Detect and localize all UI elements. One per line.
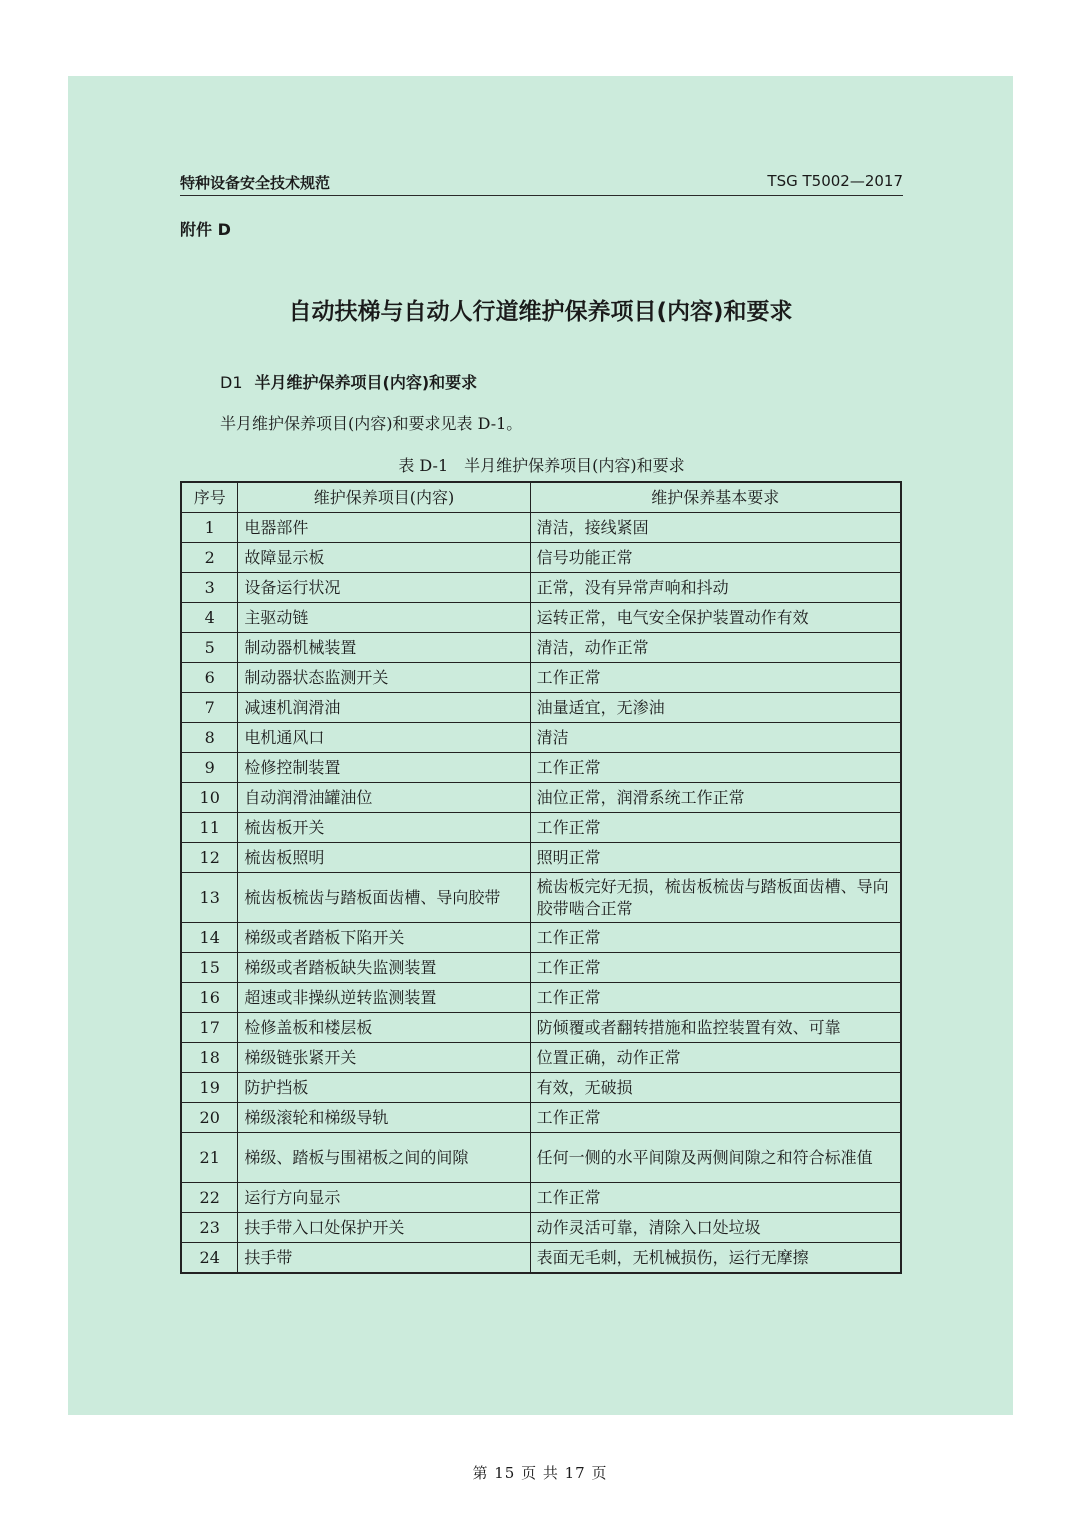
row-number: 13	[181, 873, 238, 923]
row-requirement: 防倾覆或者翻转措施和监控装置有效、可靠	[530, 1013, 901, 1043]
row-item: 电机通风口	[238, 723, 530, 753]
header-number: 序号	[181, 482, 238, 513]
row-number: 16	[181, 983, 238, 1013]
row-item: 梯级或者踏板缺失监测装置	[238, 953, 530, 983]
header-item: 维护保养项目(内容)	[238, 482, 530, 513]
row-requirement: 工作正常	[530, 983, 901, 1013]
row-requirement: 工作正常	[530, 923, 901, 953]
row-number: 7	[181, 693, 238, 723]
row-number: 15	[181, 953, 238, 983]
row-item: 防护挡板	[238, 1073, 530, 1103]
row-item: 超速或非操纵逆转监测装置	[238, 983, 530, 1013]
row-item: 检修控制装置	[238, 753, 530, 783]
table-header-row	[181, 482, 901, 513]
row-requirement: 工作正常	[530, 663, 901, 693]
row-requirement: 正常，没有异常声响和抖动	[530, 573, 901, 603]
row-requirement: 任何一侧的水平间隙及两侧间隙之和符合标准值	[530, 1133, 901, 1183]
row-number: 14	[181, 923, 238, 953]
table-row	[181, 633, 901, 663]
row-number: 10	[181, 783, 238, 813]
row-number: 18	[181, 1043, 238, 1073]
page-footer: 第 15 页 共 17 页	[472, 1464, 608, 1482]
row-item: 扶手带入口处保护开关	[238, 1213, 530, 1243]
table-row	[181, 1043, 901, 1073]
row-number: 20	[181, 1103, 238, 1133]
row-requirement: 位置正确，动作正常	[530, 1043, 901, 1073]
table-row	[181, 543, 901, 573]
section-number: D1	[220, 373, 243, 392]
section-heading	[220, 370, 477, 393]
table-caption: 表 D-1 半月维护保养项目(内容)和要求	[398, 456, 685, 475]
row-number: 5	[181, 633, 238, 663]
row-number: 9	[181, 753, 238, 783]
table-row	[181, 813, 901, 843]
row-item: 扶手带	[238, 1243, 530, 1274]
table-row	[181, 983, 901, 1013]
row-item: 梳齿板梳齿与踏板面齿槽、导向胶带	[238, 873, 530, 923]
row-number: 21	[181, 1133, 238, 1183]
spec-series-label: 特种设备安全技术规范	[180, 174, 331, 192]
table-row	[181, 513, 901, 543]
table-row	[181, 693, 901, 723]
row-number: 24	[181, 1243, 238, 1274]
table-row	[181, 723, 901, 753]
row-number: 12	[181, 843, 238, 873]
row-number: 8	[181, 723, 238, 753]
row-requirement: 工作正常	[530, 1183, 901, 1213]
table-row	[181, 923, 901, 953]
table-row	[181, 783, 901, 813]
appendix-label: 附件 D	[180, 220, 231, 239]
table-row	[181, 1183, 901, 1213]
row-requirement: 照明正常	[530, 843, 901, 873]
table-row	[181, 873, 901, 923]
maintenance-table	[180, 481, 902, 1274]
row-item: 梯级滚轮和梯级导轨	[238, 1103, 530, 1133]
row-number: 17	[181, 1013, 238, 1043]
row-number: 19	[181, 1073, 238, 1103]
running-header	[180, 171, 903, 196]
table-row	[181, 573, 901, 603]
row-number: 11	[181, 813, 238, 843]
table-row	[181, 1243, 901, 1274]
row-item: 检修盖板和楼层板	[238, 1013, 530, 1043]
row-requirement: 工作正常	[530, 813, 901, 843]
row-item: 故障显示板	[238, 543, 530, 573]
table-row	[181, 1213, 901, 1243]
row-requirement: 动作灵活可靠，清除入口处垃圾	[530, 1213, 901, 1243]
row-requirement: 清洁	[530, 723, 901, 753]
row-requirement: 工作正常	[530, 753, 901, 783]
row-item: 主驱动链	[238, 603, 530, 633]
row-requirement: 有效，无破损	[530, 1073, 901, 1103]
row-number: 6	[181, 663, 238, 693]
row-item: 梳齿板照明	[238, 843, 530, 873]
table-row	[181, 663, 901, 693]
table-row	[181, 1133, 901, 1183]
row-item: 梳齿板开关	[238, 813, 530, 843]
table-row	[181, 753, 901, 783]
row-item: 梯级、踏板与围裙板之间的间隙	[238, 1133, 530, 1183]
table-row	[181, 953, 901, 983]
row-requirement: 表面无毛刺，无机械损伤，运行无摩擦	[530, 1243, 901, 1274]
row-requirement: 工作正常	[530, 1103, 901, 1133]
section-title-text: 半月维护保养项目(内容)和要求	[254, 373, 478, 392]
row-number: 2	[181, 543, 238, 573]
row-number: 1	[181, 513, 238, 543]
row-requirement: 工作正常	[530, 953, 901, 983]
row-requirement: 清洁，动作正常	[530, 633, 901, 663]
row-requirement: 信号功能正常	[530, 543, 901, 573]
row-number: 23	[181, 1213, 238, 1243]
row-item: 设备运行状况	[238, 573, 530, 603]
row-item: 电器部件	[238, 513, 530, 543]
intro-paragraph: 半月维护保养项目(内容)和要求见表 D-1。	[220, 414, 523, 433]
header-requirement: 维护保养基本要求	[530, 482, 901, 513]
row-number: 4	[181, 603, 238, 633]
row-item: 梯级链张紧开关	[238, 1043, 530, 1073]
row-requirement: 清洁，接线紧固	[530, 513, 901, 543]
row-item: 减速机润滑油	[238, 693, 530, 723]
row-requirement: 油位正常，润滑系统工作正常	[530, 783, 901, 813]
row-item: 运行方向显示	[238, 1183, 530, 1213]
row-number: 3	[181, 573, 238, 603]
row-number: 22	[181, 1183, 238, 1213]
table-row	[181, 1103, 901, 1133]
row-item: 梯级或者踏板下陷开关	[238, 923, 530, 953]
standard-code: TSG T5002—2017	[767, 172, 903, 190]
row-requirement: 梳齿板完好无损，梳齿板梳齿与踏板面齿槽、导向胶带啮合正常	[530, 873, 901, 923]
row-requirement: 油量适宜，无渗油	[530, 693, 901, 723]
row-item: 制动器状态监测开关	[238, 663, 530, 693]
table-row	[181, 1073, 901, 1103]
row-item: 自动润滑油罐油位	[238, 783, 530, 813]
row-requirement: 运转正常，电气安全保护装置动作有效	[530, 603, 901, 633]
page-title: 自动扶梯与自动人行道维护保养项目(内容)和要求	[288, 299, 793, 325]
row-item: 制动器机械装置	[238, 633, 530, 663]
table-row	[181, 1013, 901, 1043]
table-row	[181, 843, 901, 873]
table-row	[181, 603, 901, 633]
